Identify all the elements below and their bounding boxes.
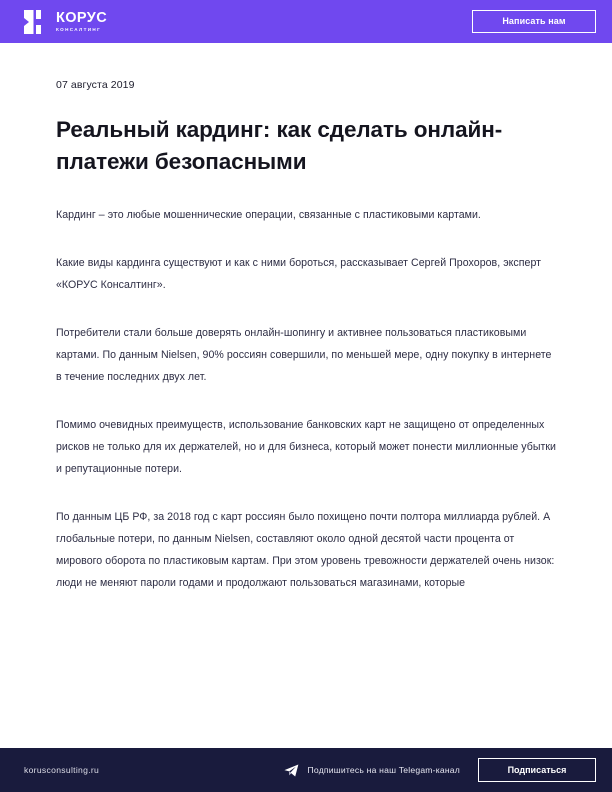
article-paragraph: Кардинг – это любые мошеннические операции, связанные с пластиковыми картами. [56, 208, 481, 221]
article-content [0, 43, 612, 748]
article-body [56, 204, 556, 594]
site-header [0, 0, 612, 43]
footer-telegram-promo[interactable] [284, 764, 460, 777]
write-to-us-button[interactable]: Написать нам [472, 10, 596, 33]
korus-logo-icon [24, 10, 49, 34]
telegram-plane-icon [284, 764, 299, 777]
article-paragraph: Помимо очевидных преимуществ, использование банковских карт не защищено от определенных рисков не только для их держателей, но и для бизнеса, который может понести миллионные убытки и репутационные потери. [56, 419, 557, 476]
article-paragraph: По данным ЦБ РФ, за 2018 год с карт россиян было похищено почти полтора миллиарда рублей. А глобальные потери, по данным Nielsen, составляют около одной десятой части процента от мирового оборота по пластиковым картам. При этом уровень тревожности держателей очень низок: люди не меняют пароли годами и продолжают пользоваться магазинами, которые [56, 511, 555, 590]
brand-subtitle: КОНСАЛТИНГ [56, 26, 102, 32]
page-title: Реальный кардинг: как сделать онлайн-платежи безопасными [56, 117, 503, 174]
footer-telegram-text: Подпишитесь на наш Telegam-канал [307, 765, 460, 775]
footer-website-link[interactable]: korusconsulting.ru [24, 765, 100, 775]
brand-text [56, 11, 107, 33]
brand-title: КОРУС [56, 9, 108, 26]
article-paragraph: Какие виды кардинга существуют и как с ними бороться, рассказывает Сергей Прохоров, эксперт «КОРУС Консалтинг». [56, 256, 542, 291]
site-footer [0, 748, 612, 792]
subscribe-button[interactable]: Подписаться [478, 758, 596, 782]
article-date: 07 августа 2019 [56, 79, 135, 91]
brand-logo[interactable] [24, 10, 107, 34]
article-paragraph: Потребители стали больше доверять онлайн-шопингу и активнее пользоваться пластиковыми картами. По данным Nielsen, 90% россиян совершили, по меньшей мере, одну покупку в интернете в течение последних двух лет. [56, 326, 552, 384]
